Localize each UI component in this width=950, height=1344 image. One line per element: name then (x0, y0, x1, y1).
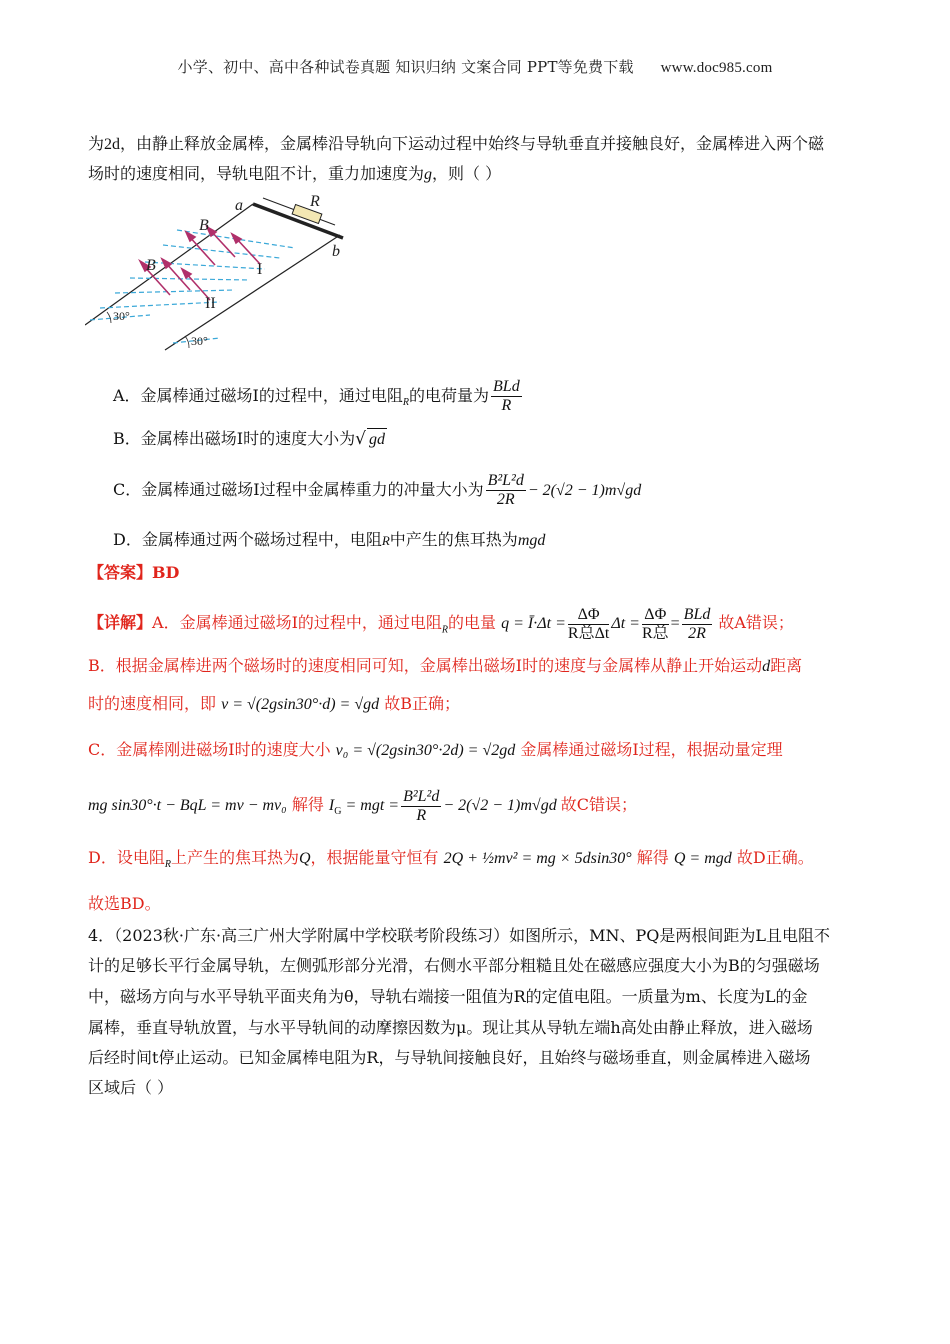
intro-math: g (424, 166, 433, 183)
solution-d (88, 848, 863, 875)
solution-text: C．金属棒刚进磁场Ⅰ时的速度大小 (88, 740, 331, 759)
solution-final: 故选BD。 (88, 894, 161, 913)
solution-c-line2 (88, 788, 863, 825)
solution-text: 的电量 (448, 613, 497, 633)
option-d (113, 529, 545, 552)
option-d-expr: mgd (517, 532, 546, 549)
option-a-fraction: $\frac{\text{BLd}}{R}$ (493, 378, 520, 414)
option-a (113, 378, 524, 415)
solution-b-line1 (88, 656, 863, 677)
solution-c-line1 (88, 740, 863, 761)
solution-text: ，根据能量守恒有 (310, 848, 439, 867)
solution-text: 上产生的焦耳热为 (170, 848, 299, 867)
solution-b-end: 故B正确； (384, 694, 460, 713)
label-region-I: I (257, 261, 263, 278)
header-text: 小学、初中、高中各种试卷真题 知识归纳 文案合同 PPT等免费下载 (177, 58, 634, 76)
solution-text: A．金属棒通过磁场Ⅰ的过程中，通过电阻 (152, 613, 442, 633)
angle-1: 30° (113, 309, 130, 323)
intro-line-1 (88, 134, 863, 155)
solution-text: 解得 (291, 795, 324, 815)
solution-d-end: 故D正确。 (736, 848, 814, 867)
rail-figure (85, 190, 355, 355)
option-a-text2: 的电荷量为 (409, 386, 490, 405)
intro-math: 2d (104, 136, 121, 153)
page-header (0, 56, 950, 77)
question-4-line-2: 计的足够长平行金属导轨，左侧弧形部分光滑，右侧水平部分粗糙且处在磁感应强度大小为B的匀强磁场 (88, 956, 820, 975)
label-b: b (332, 243, 340, 260)
label-B1: B (199, 217, 209, 234)
solution-d-result: Q = mgd (673, 850, 732, 867)
label-a: a (235, 197, 243, 214)
angle-2: 30° (191, 334, 208, 348)
solution-c-equation: v₀ = √(2gsin30°·2d) = √2gd (335, 742, 516, 759)
solution-text: 时的速度相同，即 (88, 694, 217, 713)
solution-a (88, 606, 863, 643)
intro-text: 场时的速度相同，导轨电阻不计，重力加速度为 (88, 164, 425, 183)
solution-text: B．根据金属棒进两个磁场时的速度相同可知，金属棒出磁场Ⅰ时的速度与金属棒从静止开始运动 (88, 656, 763, 675)
label-B2: B (146, 257, 156, 274)
field-arrows (140, 227, 263, 300)
option-a-text: A．金属棒通过磁场Ⅰ的过程中，通过电阻 (113, 386, 403, 405)
option-d-text2: 中产生的焦耳热为 (389, 530, 518, 549)
intro-text: ，则（ ） (432, 164, 502, 183)
option-c (113, 472, 641, 509)
solution-c-momentum: mg sin30°·t − BqL = mv − mv₀ (88, 797, 287, 815)
option-b: B．金属棒出磁场Ⅰ时的速度大小为√ gd (113, 429, 385, 449)
intro-text: 为 (88, 134, 105, 153)
option-b-expr: gd (367, 428, 387, 451)
solution-c-end: 故C错误； (560, 795, 637, 815)
answer: 【答案】BD (88, 563, 180, 582)
option-a-r: R (402, 397, 409, 409)
option-b-text: B．金属棒出磁场Ⅰ时的速度大小为 (113, 429, 356, 448)
solution-text: 金属棒通过磁场Ⅰ过程，根据动量定理 (520, 740, 783, 759)
option-d-text: D．金属棒通过两个磁场过程中，电阻 (113, 530, 382, 549)
option-c-rest: − 2(√2 − 1)m√gd (527, 482, 642, 499)
solution-text: 解得 (636, 848, 669, 867)
solution-math: R (441, 624, 449, 636)
rail-right (165, 235, 340, 350)
solution-text: 距离 (770, 656, 803, 675)
solution-d-equation: 2Q + ½mv² = mg × 5dsin30° (443, 850, 632, 867)
option-c-fraction: $\frac{\text{B²L²d}}{2R}$ (487, 472, 524, 508)
question-4-line-6: 区域后（ ） (88, 1078, 174, 1097)
intro-text: ，由静止释放金属棒，金属棒沿导轨向下运动过程中始终与导轨垂直并接触良好，金属棒进入两个磁 (120, 134, 825, 153)
solution-math: Q (298, 850, 311, 867)
question-4-line-1: 4．（2023秋·广东·高三广州大学附属中学校联考阶段练习）如图所示，MN、PQ是两根间距为L且电阻不 (88, 926, 830, 945)
label-R: R (310, 193, 320, 210)
question-4-line-5: 后经时间t停止运动。已知金属棒电阻为R，与导轨间接触良好，且始终与磁场垂直，则金属棒进入磁场 (88, 1048, 811, 1067)
solution-c-result: $I_G$ = mgt = $\frac{\text{B²L²d}}{R}$ − 2(√2 − 1)m√gd (328, 788, 557, 824)
header-site: www.doc985.com (660, 60, 773, 76)
solution-text: D．设电阻 (88, 848, 165, 867)
solution-b-line2 (88, 694, 863, 715)
intro-line-2 (88, 164, 863, 185)
solution-a-equation: q = Ī·Δt = $\frac{\Delta\Phi}{\text{R总Δt}}$ Δt = $\frac{\Delta\Phi}{\text{R总}}$ = $\frac{\text{BLd}}{2R}$ (501, 606, 711, 642)
question-4-line-4: 属棒，垂直导轨放置，与水平导轨间的动摩擦因数为μ。现让其从导轨左端h高处由静止释放，进入磁场 (88, 1018, 813, 1037)
solution-math: R (164, 859, 171, 871)
solution-a-end: 故A错误； (718, 613, 794, 633)
solution-math: d (762, 658, 771, 675)
solution-label: 【详解】 (88, 613, 153, 633)
option-c-text: C．金属棒通过磁场Ⅰ过程中金属棒重力的冲量大小为 (113, 480, 484, 499)
label-region-II: II (205, 295, 216, 312)
question-4-line-3: 中，磁场方向与水平导轨平面夹角为θ，导轨右端接一阻值为R的定值电阻。一质量为m、长度为L的金 (88, 987, 808, 1006)
solution-b-equation: v = √(2gsin30°·d) = √gd (221, 696, 380, 713)
option-d-r: R (381, 533, 390, 548)
